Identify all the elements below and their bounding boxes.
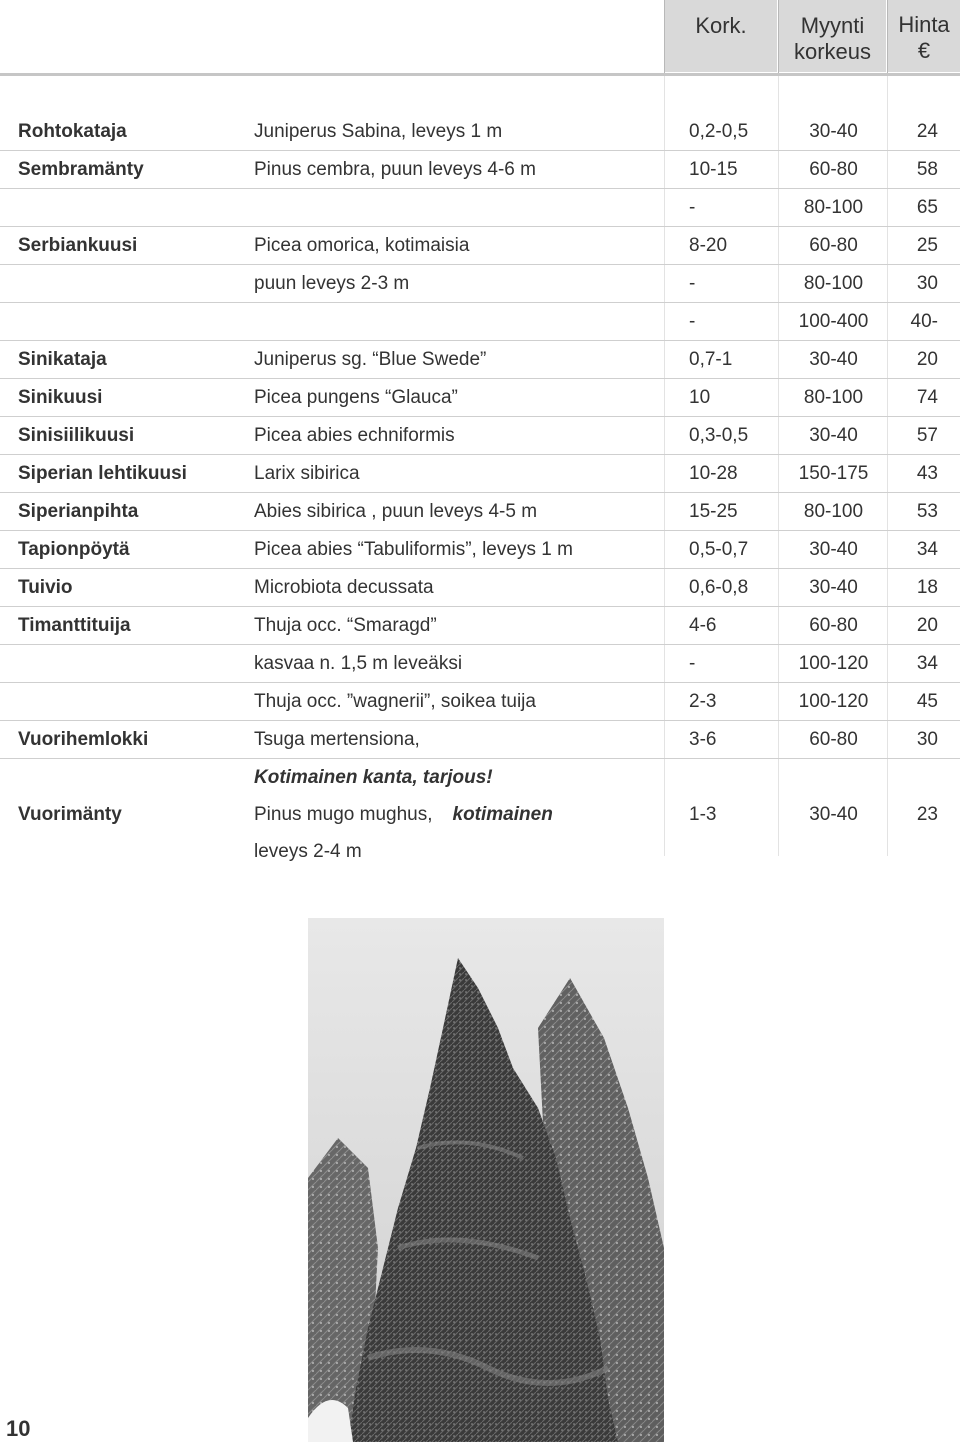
table-row [0,455,960,493]
finnish-name: Rohtokataja [0,113,252,151]
myynti-value: 100-120 [779,683,888,721]
finnish-name: Sinikuusi [0,379,252,417]
header-myynti-line1: Myynti [800,13,865,38]
kork-value: 0,5-0,7 [665,531,779,569]
hinta-value: 30 [888,265,960,303]
column-header [0,0,960,120]
latin-name: puun leveys 2-3 m [252,265,665,303]
latin-name: Picea abies “Tabuliformis”, leveys 1 m [252,531,665,569]
plant-rows [0,113,960,759]
finnish-name [0,683,252,721]
hinta-value: 74 [888,379,960,417]
myynti-value: 80-100 [779,493,888,531]
column-divider [778,0,779,73]
latin-name: Picea abies echniformis [252,417,665,455]
hinta-value: 34 [888,531,960,569]
hinta-value: 23 [916,803,938,825]
latin-name [252,303,665,341]
table-row [0,303,960,341]
hinta-value: 65 [888,189,960,227]
table-row [0,683,960,721]
kork-value: 3-6 [665,721,779,759]
hinta-value: 20 [888,607,960,645]
header-myynti-line2: korkeus [793,39,872,64]
myynti-value: 30-40 [779,569,888,607]
latin-name: Juniperus sg. “Blue Swede” [252,341,665,379]
latin-name-text: Pinus mugo mughus, [254,803,433,825]
myynti-value: 80-100 [779,189,888,227]
table-row [0,721,960,759]
hinta-value: 25 [888,227,960,265]
offer-text: Kotimainen kanta, tarjous! [254,766,493,788]
kork-value: 0,2-0,5 [665,113,779,151]
finnish-name: Sembramänty [0,151,252,189]
latin-name: Thuja occ. ”wagnerii”, soikea tuija [252,683,665,721]
table-row [0,645,960,683]
myynti-value: 60-80 [779,151,888,189]
latin-name [252,189,665,227]
finnish-name [0,645,252,683]
finnish-name: Timanttituija [0,607,252,645]
kork-value: 10 [665,379,779,417]
myynti-value: 150-175 [779,455,888,493]
latin-name-emphasis: kotimainen [452,803,553,825]
finnish-name: Sinikataja [0,341,252,379]
kork-value: 4-6 [665,607,779,645]
latin-name: Pinus cembra, puun leveys 4-6 m [252,151,665,189]
header-hinta-line1: Hinta [898,12,950,37]
myynti-value: 30-40 [779,341,888,379]
hinta-value: 24 [888,113,960,151]
myynti-value: 30-40 [779,113,888,151]
table-row [0,493,960,531]
latin-name [252,796,665,833]
pine-tree-image [308,918,664,1442]
header-myynti-label [779,13,886,65]
header-hinta-label [888,12,960,64]
kork-value: - [665,265,779,303]
latin-name: Juniperus Sabina, leveys 1 m [252,113,665,151]
finnish-name: Siperianpihta [0,493,252,531]
hinta-value: 20 [888,341,960,379]
finnish-name: Serbiankuusi [0,227,252,265]
hinta-value: 45 [888,683,960,721]
latin-name: Picea omorica, kotimaisia [252,227,665,265]
table-row [0,417,960,455]
latin-name: Microbiota decussata [252,569,665,607]
latin-name-continued: leveys 2-4 m [254,840,362,862]
hinta-value: 18 [888,569,960,607]
finnish-name: Vuorihemlokki [0,721,252,759]
latin-name: Tsuga mertensiona, [252,721,665,759]
hinta-value: 43 [888,455,960,493]
table-row [0,569,960,607]
myynti-value: 60-80 [779,721,888,759]
myynti-value: 100-400 [779,303,888,341]
table-row [0,607,960,645]
extra-rows [0,759,960,871]
finnish-name: Tapionpöytä [0,531,252,569]
table-row [0,379,960,417]
table-row [0,341,960,379]
table-row [0,265,960,303]
latin-name: Picea pungens “Glauca” [252,379,665,417]
finnish-name: Vuorimänty [18,803,122,825]
myynti-value: 60-80 [779,607,888,645]
finnish-name [0,189,252,227]
kork-value: - [665,303,779,341]
finnish-name: Sinisiilikuusi [0,417,252,455]
latin-name: Thuja occ. “Smaragd” [252,607,665,645]
hinta-value: 40- [888,303,960,341]
hinta-value: 53 [888,493,960,531]
latin-name: Abies sibirica , puun leveys 4-5 m [252,493,665,531]
table-row [0,113,960,151]
kork-value: 0,7-1 [665,341,779,379]
myynti-value: 100-120 [779,645,888,683]
kork-value: 10-15 [665,151,779,189]
pine-tree-photo [308,918,664,1442]
finnish-name: Siperian lehtikuusi [0,455,252,493]
finnish-name [0,303,252,341]
kork-value: 8-20 [665,227,779,265]
kork-value: - [665,189,779,227]
table-row-vuorimanty-cont [0,833,960,870]
latin-name: Larix sibirica [252,455,665,493]
kork-value: 0,6-0,8 [665,569,779,607]
offer-row [0,759,960,797]
hinta-value: 34 [888,645,960,683]
kork-value: 1-3 [689,803,717,825]
finnish-name [0,265,252,303]
header-kork-label: Kork. [695,13,747,38]
table-row [0,189,960,227]
page-number: 10 [6,1416,31,1441]
table-row [0,531,960,569]
table-row [0,151,960,189]
column-divider [664,0,665,73]
kork-value: 15-25 [665,493,779,531]
kork-value: 0,3-0,5 [665,417,779,455]
myynti-value: 80-100 [779,379,888,417]
myynti-value: 30-40 [809,803,858,825]
finnish-name: Tuivio [0,569,252,607]
table-row-vuorimanty [0,796,960,833]
kork-value: - [665,645,779,683]
kork-value: 2-3 [665,683,779,721]
myynti-value: 80-100 [779,265,888,303]
hinta-value: 30 [888,721,960,759]
header-divider [0,73,960,76]
latin-name: kasvaa n. 1,5 m leveäksi [252,645,665,683]
hinta-value: 58 [888,151,960,189]
column-divider [887,0,888,73]
myynti-value: 30-40 [779,417,888,455]
table-row [0,227,960,265]
plant-price-table [0,113,960,870]
kork-value: 10-28 [665,455,779,493]
header-hinta-line2: € [917,38,931,63]
myynti-value: 30-40 [779,531,888,569]
myynti-value: 60-80 [779,227,888,265]
hinta-value: 57 [888,417,960,455]
